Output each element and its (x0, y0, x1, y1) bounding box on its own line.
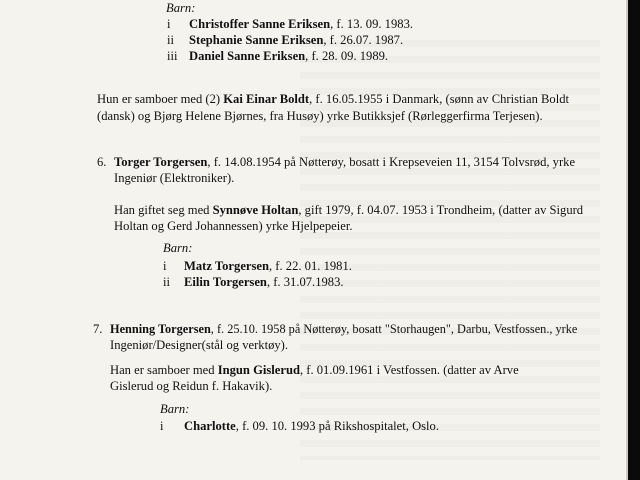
child-name: Matz Torgersen (184, 259, 269, 273)
spouse-prefix: Han er samboer med (110, 363, 218, 377)
child-numeral: ii (167, 33, 174, 47)
child-details: , f. 26.07. 1987. (323, 33, 404, 47)
cohabitant-line-2: (dansk) og Bjørg Helene Bjørnes, fra Husøy) yrke Butikksjef (Rørleggerfirma Terjesen). (97, 109, 543, 123)
list-item (189, 33, 403, 49)
entry6-spouse-line-1 (114, 203, 583, 219)
spouse-name: Ingun Gislerud (217, 363, 300, 377)
child-numeral: i (163, 259, 167, 273)
child-numeral: i (160, 419, 164, 433)
spouse-details: , f. 01.09.1961 i Vestfossen. (datter av Arve (299, 363, 519, 377)
child-numeral: iii (167, 49, 178, 63)
entry7-line-2: Ingeniør/Designer(stål og verktøy). (110, 338, 289, 352)
child-numeral: i (167, 17, 171, 31)
child-name: Daniel Sanne Eriksen (189, 49, 306, 63)
child-name: Stephanie Sanne Eriksen (189, 33, 324, 47)
entry6-children-heading: Barn: (163, 241, 193, 255)
child-name: Eilin Torgersen (184, 275, 267, 289)
person-name: Torger Torgersen (114, 155, 208, 169)
cohabitant-line-1 (97, 92, 569, 108)
child-name: Charlotte (184, 419, 236, 433)
person-details: , f. 14.08.1954 på Nøtterøy, bosatt i Krepseveien 11, 3154 Tolvsrød, yrke (207, 155, 576, 169)
list-item (189, 49, 388, 65)
person-name: Henning Torgersen (110, 322, 211, 336)
entry-number: 7. (93, 322, 103, 336)
child-details: , f. 22. 01. 1981. (269, 259, 352, 273)
entry7-line-1 (110, 322, 577, 338)
list-item (184, 419, 439, 435)
entry6-line-1 (114, 155, 575, 171)
child-details: , f. 09. 10. 1993 på Rikshospitalet, Oslo. (235, 419, 440, 433)
entry-number: 6. (97, 155, 107, 169)
child-details: , f. 13. 09. 1983. (330, 17, 414, 31)
entry7-spouse-line-1 (110, 363, 519, 379)
list-item (184, 275, 344, 291)
cohabitant-name: Kai Einar Boldt (223, 92, 310, 106)
child-numeral: ii (163, 275, 170, 289)
child-name: Christoffer Sanne Eriksen (189, 17, 331, 31)
list-item (189, 17, 413, 33)
person-details: , f. 25.10. 1958 på Nøtterøy, bosatt "Storhaugen", Darbu, Vestfossen., yrke (210, 322, 578, 336)
spouse-prefix: Han giftet seg med (114, 203, 213, 217)
child-details: , f. 31.07.1983. (266, 275, 344, 289)
cohabitant-details: , f. 16.05.1955 i Danmark, (sønn av Christian Boldt (309, 92, 570, 106)
entry7-spouse-line-2: Gislerud og Reidun f. Hakavik). (110, 379, 273, 393)
entry7-children-heading: Barn: (160, 402, 190, 416)
child-details: , f. 28. 09. 1989. (305, 49, 389, 63)
cohabitant-prefix: Hun er samboer med (2) (97, 92, 224, 106)
first-children-heading: Barn: (166, 1, 196, 15)
spouse-details: , gift 1979, f. 04.07. 1953 i Trondheim, (datter av Sigurd (298, 203, 584, 217)
spouse-name: Synnøve Holtan (212, 203, 299, 217)
scanner-black-border (628, 0, 640, 480)
entry6-spouse-line-2: Holtan og Gerd Johannessen) yrke Hjelpepeier. (114, 219, 353, 233)
list-item (184, 259, 352, 275)
entry6-line-2: Ingeniør (Elektroniker). (114, 171, 235, 185)
